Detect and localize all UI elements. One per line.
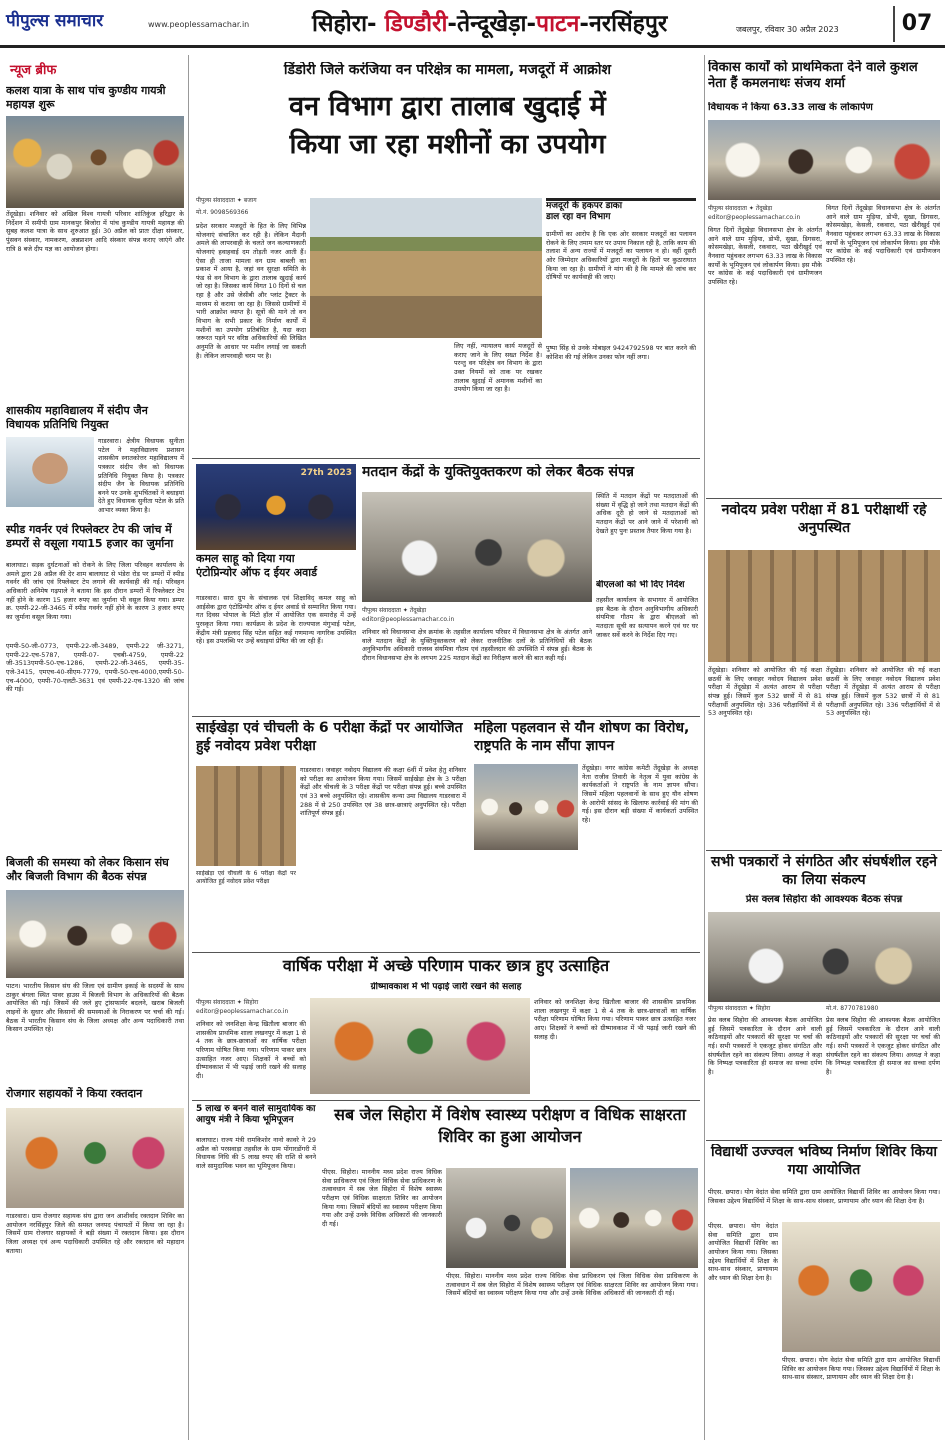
article-body: पीएस. सिहोरा। माननीय मध्य प्रदेश राज्य विधिक सेवा प्राधिकरण एवं जिला विधिक सेवा प्राधिकरण के तत्वावधान में सब जेल सिहोरा में विशेष स्वास्थ्य परीक्षण एवं विधिक साक्षरता शिविर का आयोजन किया गया। जिसमें बंदियों का स्वास्थ्य परीक्षण किया गया और उन्हें उनके विधिक अधिकारों की जानकारी दी गई।	[446, 1272, 698, 1298]
photo-portrait	[6, 437, 94, 507]
article-body: पुष्पा सिंह से उनके मोबाइल 9424792598 पर बात करने की कोशिश की गई लेकिन उनका फोन नहीं लगा।	[546, 344, 696, 361]
subheading: मजदूरों के हकपर डाका	[546, 201, 623, 211]
article-body: पाटन। भारतीय किसान संघ की जिला एवं ग्रामीण इकाई के सदस्यों के साथ ठाकुर बंगला स्थित पावर हाउस में बिजली विभाग के अधिकारियों की बैठक आयोजित की गई। जिसमें की जले हुए ट्रांसफार्मर बदलने, खराब बिजली लाइनों के सुधार और किसानों की समस्याओं के निराकरण पर चर्चा की गई। बैठक में भारतीय किसान संघ के जिला अध्यक्ष और अन्य पदाधिकारी तथा किसान उपस्थित रहे।	[6, 982, 184, 1034]
divider	[192, 458, 700, 459]
article-body: साईखेड़ा एवं चीचली के 6 परीक्षा केंद्रों पर आयोजित हुई नवोदय प्रवेश परीक्षा	[196, 870, 296, 886]
lead-kicker-box	[195, 62, 700, 84]
mobile-number: मो.नं. 9098569366	[196, 209, 249, 216]
article-body: प्रेस क्लब सिहोरा की आवश्यक बैठक आयोजित हुई जिसमें पत्रकारिता के दौरान आने वाली कठिनाइयों और पत्रकारों की सुरक्षा पर चर्चा की गई। सभी पत्रकारों ने एकजुट होकर संगठित और संघर्षशील रहने का संकल्प लिया। अध्यक्ष ने कहा कि निष्पक्ष पत्रकारिता ही समाज का सच्चा दर्पण है।	[826, 1016, 940, 1076]
article-body: तेंदूखेड़ा। नगर कांग्रेस कमेटी तेंदूखेड़ा के अध्यक्ष नेता राजीव तिवारी के नेतृत्व में युवा कांग्रेस के कार्यकर्ताओं ने राष्ट्रपति के नाम ज्ञापन सौंपा। जिसमें महिला पहलवानों के साथ हुए यौन शोषण के आरोपी सांसद के खिलाफ कार्रवाई की मांग की गई। इस दौरान बड़ी संख्या में कार्यकर्ता उपस्थित रहे।	[582, 764, 698, 824]
press-sub	[708, 894, 940, 908]
title-part: -नरसिंहपुर	[579, 11, 668, 37]
article-body: बालाघाट। राज्य मंत्री रामकिशोर नानो कावरे ने 29 अप्रैल को परसवाड़ा तहसील के ग्राम पोंगारडोंगरी में विधायक निधि की 5 लाख रुपए की राशि से बनने वाले सामुदायिक भवन का भूमिपूजन किया।	[196, 1136, 316, 1170]
mahila-headline	[6, 84, 184, 114]
matdan-headline	[362, 464, 698, 486]
byline: पीपुल्स संवाददाता ✦ सिहोरा	[196, 999, 259, 1006]
headline: एंटोप्रिन्योर ऑफ द ईयर अवार्ड	[196, 565, 317, 579]
byline: पीपुल्स संवाददाता ✦ तेंदूखेड़ा	[708, 205, 773, 212]
subheading: बीएलओ को भी दिए निर्देश	[596, 580, 685, 590]
page-number: 07	[893, 6, 939, 42]
vidyarthi-headline	[708, 1144, 940, 1184]
photo-exam-hall	[708, 550, 940, 662]
column-divider	[704, 55, 705, 1440]
headline: वार्षिक परीक्षा में अच्छे परिणाम पाकर छात्र हुए उत्साहित	[282, 956, 610, 975]
logo: पीपुल्स समाचार	[6, 11, 104, 31]
article-body: गाडरवारा। क्षेत्रीय विधायक सुनीता पटेल ने महाविद्यालय प्रशासन शासकीय स्नातकोत्तर महाविद्यालय में पत्रकार संदीप जैन को विधायक प्रतिनिधि नियुक्त किया है। पत्रकार संदीप जैन के विधायक प्रतिनिधि बनने पर उनके शुभचिंतकों ने बधाइयां देते हुए विधायक सुनीता पटेल के प्रति आभार व्यक्त किया है।	[98, 437, 184, 515]
mobile-number: मो.नं. 8770781980	[826, 1005, 879, 1012]
photo-award	[196, 464, 356, 550]
page-title	[312, 6, 667, 38]
photo-banner: 27th 2023	[300, 468, 352, 478]
speed-headline	[6, 523, 184, 559]
vikas-headline	[708, 60, 940, 100]
headline: स्पीड गवर्नर एवं रिफ्लेक्टर टेप की जांच में डम्परों से वसूला गया15 हजार का जुर्माना	[6, 523, 174, 550]
photo-meeting	[6, 890, 184, 978]
article-body: तेंदूखेड़ा। शनिवार को आयोजित की गई कक्षा छठवीं के लिए जवाहर नवोदय विद्यालय प्रवेश परीक्षा में तेंदूखेड़ा में अत्यंत आराम से परीक्षा संपन्न हुई। जिसमें कुल 532 छात्रों में से 81 परीक्षार्थी अनुपस्थित रहे। 336 परीक्षार्थियों में से 53 अनुपस्थित रहे।	[826, 666, 940, 718]
article-body: विगत दिनों तेंदूखेड़ा विधानसभा क्षेत्र के अंतर्गत आने वाले ग्राम मुड़िया, डोभी, सुखा, डिगसरा, कोसमखेड़ा, केसली, रकवारा, पठा खैरीखुर्द एवं नैनवारा पहुंचकर लगभग 63.33 लाख के विकास कार्यों के भूमिपूजन एवं लोकार्पण किया। इस मौके पर कांग्रेस के कई पदाधिकारी एवं ग्रामीणजन उपस्थित रहे।	[708, 226, 822, 286]
subheading: प्रेस क्लब सिहोरा की आवश्यक बैठक संपन्न	[745, 894, 903, 905]
divider	[192, 952, 700, 953]
photo-press-club	[708, 912, 940, 1002]
bijli-headline	[6, 856, 184, 888]
title-part: -तेन्दूखेड़ा-	[447, 11, 537, 37]
headline: कलश यात्रा के साथ पांच कुण्डीय गायत्री महायज्ञ शुरू	[6, 84, 166, 111]
byline: पीपुल्स संवाददाता ✦ बजाग	[196, 197, 257, 204]
jain-headline	[6, 404, 184, 436]
byline: पीपुल्स संवाददाता ✦ तेंदूखेड़ा	[362, 607, 427, 614]
byline: पीपुल्स संवाददाता ✦ सिहोरा	[708, 1005, 771, 1012]
matdan-sub	[596, 580, 698, 594]
photo-students	[310, 998, 530, 1094]
kamal-headline	[196, 552, 356, 592]
headline: सभी पत्रकारों ने संगठित और संघर्षशील रहने का लिया संकल्प	[711, 854, 937, 888]
photo-protest	[474, 764, 578, 850]
email[interactable]: editor@peoplessamachar.co.in	[196, 1008, 289, 1015]
subheading: ग्रीष्मावकाश में भी पढ़ाई जारी रखने की सलाह	[370, 982, 522, 992]
masthead	[0, 0, 945, 48]
photo-meeting-hall	[362, 492, 592, 602]
photo-jail-camp	[446, 1168, 566, 1268]
article-body: स्थिति में मतदान केंद्रों पर मतदाताओं की संख्या में वृद्धि हो जाने तथा मतदान केंद्रों की अधिक दूरी हो जाने से मतदाताओं को मतदान केंद्रों पर आने जाने में परेशानी को देखते हुए पुनः प्रस्ताव तैयार किया गया है।	[596, 492, 698, 535]
varshik-headline	[196, 956, 696, 980]
article-body: ग्रामीणों का आरोप है कि एक ओर सरकार मजदूरों का पलायन रोकने के लिए तमाम स्तर पर उपाय निकाल रही है, ताकि काम की तलाश में अन्य राज्यों में मजदूरों का पलायन न हो। वहीं दूसरी ओर जिम्मेदार अधिकारियों द्वारा मजदूरों के हितों पर कुठाराघात किया जा रहा है। ग्रामीणों ने मांग की है कि मामले की जांच कर दोषियों पर कार्यवाही की जाए।	[546, 230, 696, 282]
side-box-headline	[546, 198, 696, 226]
kicker: डिंडोरी जिले करंजिया वन परिक्षेत्र का मामला, मजदूरों में आक्रोश	[283, 62, 612, 78]
article-body: तेंदूखेड़ा। शनिवार को आयोजित की गई कक्षा छठवीं के लिए जवाहर नवोदय विद्यालय प्रवेश परीक्षा में तेंदूखेड़ा में अत्यंत आराम से परीक्षा संपन्न हुई। जिसमें कुल 532 छात्रों में से 81 परीक्षार्थी अनुपस्थित रहे। 336 परीक्षार्थियों में से 53 अनुपस्थित रहे।	[708, 666, 822, 718]
photo-jail-camp-2	[570, 1168, 698, 1268]
email[interactable]: editor@peoplessamachar.co.in	[708, 214, 801, 221]
pahalwan-headline	[474, 720, 698, 760]
navodaya1-headline	[196, 720, 466, 764]
article-body: गाडरवारा। ग्राम रोजगार सहायक संघ द्वारा जन आशीर्वाद रक्तदान शिविर का आयोजन नरसिंहपुर जिले की समस्त जनपद पंचायतों में किया जा रहा है। जिसमें ग्राम रोजगार सहायकों ने बड़ी संख्या में रक्तदान किया। इस दौरान जिला अध्यक्ष एवं अन्य पदाधिकारी उपस्थित रहे और रक्तदान को महादान बताया।	[6, 1212, 184, 1255]
photo-yagya	[6, 116, 184, 208]
title-part: डिण्डौरी	[384, 11, 448, 37]
subheading: विधायक ने किया 63.33 लाख के लोकार्पण	[708, 102, 873, 113]
divider	[706, 850, 942, 851]
title-part: पाटन	[536, 11, 580, 37]
article-body: शनिवार को जनशिक्षा केन्द्र खितौला बाजार की शासकीय प्राथमिक शाला लखनपुर में कक्षा 1 से 4 तक के छात्र-छात्राओं का वार्षिक परीक्षा परिणाम घोषित किया गया। परिणाम पाकर छात्र उत्साहित नजर आए। शिक्षकों ने बच्चों को ग्रीष्मावकाश में भी पढ़ाई जारी रखने की सलाह दी।	[196, 1020, 306, 1080]
headline: सब जेल सिहोरा में विशेष स्वास्थ्य परीक्षण व विधिक साक्षरता शिविर का हुआ आयोजन	[334, 1105, 686, 1147]
article-body: बालाघाट। सड़क दुर्घटनाओं को रोकने के लिए जिला परिवहन कार्यालय के अमले द्वारा 28 अप्रैल की देर शाम बालाघाट से भंडेरा रोड पर डम्परों में स्पीड गवर्नर की जांच एवं रिफ्लेक्टर टेप लगाने की कार्यवाही की गई। परिवहन अधिकारी अनिमेष गढ़पाले ने बताया कि इस दौरान डम्परों में रिफ्लेक्टर टेप नहीं होने के कारण 15 हजार रुपए का जुर्माना भी वसूल किया गया। डम्पर क्र. एमपी-22-जी-3465 में स्पीड गवर्नर नहीं होने के कारण 3 हजार रुपए का जुर्माना वसूल किया गया।	[6, 561, 184, 621]
samuhik-headline	[196, 1104, 316, 1134]
photo-exam	[196, 766, 296, 866]
headline: रोजगार सहायकों ने किया रक्तदान	[6, 1087, 143, 1100]
article-body: तेंदूखेड़ा। शनिवार को अखिल विश्व गायत्री परिवार शांतिकुंज हरिद्वार के निर्देशन में समीपी ग्राम मानकपुर बिजोरा में पांच कुण्डीय गायत्री महायज्ञ की सुबह कलश यात्रा के साथ शुरुआत हुई। 30 अप्रैल को प्रातः दीक्षा संस्कार, पुंसवन संस्कार, नामकरण, अन्नप्राशन आदि संस्कार संपन्न कराए जाएंगे और रात्रि 8 बजे दीप यज्ञ का आयोजन होगा।	[6, 210, 184, 253]
article-body: प्रदेश सरकार मजदूरों के हित के लिए विभिन्न योजनाएं संचालित कर रही है। लेकिन मैदानी अमले की लापरवाही के चलते जन कल्याणकारी योजनाएं हवाहवाई दम तोड़ती नजर आती हैं। ऐसा ही ताजा मामला वन ग्राम बाबली का प्रकाश में आया है, जहां वन सुरक्षा समिति के फंड से वन विभाग के द्वारा तालाब खुदाई कार्य जो रहा है। जिसका कार्य विगत 10 दिनों से चल रहा है और उसे जेसीबी और प्लांट ट्रैक्टर के माध्यम से कराया जा रहा है। जिससे ग्रामीणों में भारी आक्रोश व्याप्त है। सूत्रों की माने तो वन विभाग के सभी प्रकार के निर्माण कार्यों में मशीनों का उपयोग प्रतिबंधित है, यदा कदा जरूरत पड़ने पर वरिष्ठ अधिकारियों की लिखित अनुमति के आधार पर मशीन लगाई जा सकती है। लेकिन लापरवाही चरम पर है।	[196, 222, 306, 360]
divider	[192, 716, 700, 717]
subheading: डाल रहा वन विभाग	[546, 212, 611, 223]
headline: 5 लाख रु बनने वाले सामुदायिक का आयुष मंत्री ने किया भूमिपूजन	[196, 1104, 316, 1126]
photo-yoga-camp	[782, 1222, 940, 1352]
navodaya2-headline	[708, 502, 940, 546]
press-headline	[708, 854, 940, 894]
headline: मतदान केंद्रों के युक्तियुक्तकरण को लेकर बैठक संपन्न	[362, 464, 634, 480]
photo-blood-donation	[6, 1108, 184, 1208]
vikas-sub	[708, 102, 940, 116]
headline: कमल साहू को दिया गया	[196, 552, 295, 565]
article-body: पीएस. सिहोरा। माननीय मध्य प्रदेश राज्य विधिक सेवा प्राधिकरण एवं जिला विधिक सेवा प्राधिकरण के तत्वावधान में सब जेल सिहोरा में विशेष स्वास्थ्य परीक्षण एवं विधिक साक्षरता शिविर का आयोजन किया गया। जिसमें बंदियों का स्वास्थ्य परीक्षण किया गया और उन्हें उनके विधिक अधिकारों की जानकारी दी गई।	[322, 1168, 442, 1228]
article-body: प्रेस क्लब सिहोरा की आवश्यक बैठक आयोजित हुई जिसमें पत्रकारिता के दौरान आने वाली कठिनाइयों और पत्रकारों की सुरक्षा पर चर्चा की गई। सभी पत्रकारों ने एकजुट होकर संगठित और संघर्षशील रहने का संकल्प लिया। अध्यक्ष ने कहा कि निष्पक्ष पत्रकारिता ही समाज का सच्चा दर्पण है।	[708, 1016, 822, 1076]
headline: किया जा रहा मशीनों का उपयोग	[289, 128, 606, 160]
headline: विद्यार्थी उज्ज्वल भविष्य निर्माण शिविर किया गया आयोजित	[710, 1144, 938, 1178]
article-body: गाडरवारा। जवाहर नवोदय विद्यालय की कक्षा 6वीं में प्रवेश हेतु शनिवार को परीक्षा का आयोजन किया गया। जिसमें साईखेड़ा क्षेत्र के 3 परीक्षा केंद्रों और चीचली के 3 परीक्षा केंद्रों पर परीक्षा संपन्न हुई। बच्चे उपस्थित एवं 33 बच्चे अनुपस्थित रहे। शासकीय कन्या उमा विद्यालय गाडरवारा में 288 में से 250 उपस्थित एवं 38 छात्र-छात्राएं अनुपस्थित रहे। परीक्षा शांतिपूर्ण संपन्न हुई।	[300, 766, 466, 818]
article-body: पीएस. छपारा। योग वेदांत सेवा समिति द्वारा ग्राम आयोजित विद्यार्थी शिविर का आयोजन किया गया। जिसका उद्देश्य विद्यार्थियों में शिक्षा के साथ-साथ संस्कार, प्राणायाम और ध्यान की शिक्षा देना है।	[782, 1356, 940, 1382]
article-body: पीएस. छपारा। योग वेदांत सेवा समिति द्वारा ग्राम आयोजित विद्यार्थी शिविर का आयोजन किया गया। जिसका उद्देश्य विद्यार्थियों में शिक्षा के साथ-साथ संस्कार, प्राणायाम और ध्यान की शिक्षा देना है।	[708, 1222, 778, 1282]
article-body: शनिवार को जनशिक्षा केन्द्र खितौला बाजार की शासकीय प्राथमिक शाला लखनपुर में कक्षा 1 से 4 तक के छात्र-छात्राओं का वार्षिक परीक्षा परिणाम घोषित किया गया। परिणाम पाकर छात्र उत्साहित नजर आए। शिक्षकों ने बच्चों को ग्रीष्मावकाश में भी पढ़ाई जारी रखने की सलाह दी।	[534, 998, 696, 1041]
headline: महिला पहलवान से यौन शोषण का विरोध, राष्ट्रपति के नाम सौंपा ज्ञापन	[474, 720, 690, 754]
photo-inauguration	[708, 120, 940, 200]
headline: बिजली की समस्या को लेकर किसान संघ और बिजली विभाग की बैठक संपन्न	[6, 856, 169, 883]
varshik-sub	[196, 982, 696, 996]
column-divider	[188, 55, 189, 1440]
headline: नवोदय प्रवेश परीक्षा में 81 परीक्षार्थी रहे अनुपस्थित	[721, 502, 927, 536]
headline: शासकीय महाविद्यालय में संदीप जैन विधायक प्रतिनिधि नियुक्त	[6, 404, 148, 431]
article-body: विगत दिनों तेंदूखेड़ा विधानसभा क्षेत्र के अंतर्गत आने वाले ग्राम मुड़िया, डोभी, सुखा, डिगसरा, कोसमखेड़ा, केसली, रकवारा, पठा खैरीखुर्द एवं नैनवारा पहुंचकर लगभग 63.33 लाख के विकास कार्यों के भूमिपूजन एवं लोकार्पण किया। इस मौके पर कांग्रेस के कई पदाधिकारी एवं ग्रामीणजन उपस्थित रहे।	[826, 204, 940, 264]
news-brief-label: न्यूज ब्रीफ	[10, 63, 57, 78]
divider	[706, 498, 942, 499]
issue-date: जबलपुर, रविवार 30 अप्रैल 2023	[736, 25, 839, 34]
headline: विकास कार्यों को प्राथमिकता देने वाले कुशल नेता हैं कमलनाथः संजय शर्मा	[708, 60, 918, 92]
article-body: गाडरवारा। सारा ग्रुप के संचालक एवं शिक्षाविद् कमल साहू को आईसेक द्वारा एंटोप्रिन्योर ऑफ द ईयर अवार्ड से सम्मानित किया गया। गत दिवस भोपाल के मिंटो हॉल में आयोजित एक समारोह में उन्हें पुरस्कृत किया गया। कार्यक्रम के प्रदेश के राज्यपाल मंगुभाई पटेल, केंद्रीय मंत्री प्रहलाद सिंह पटेल सहित कई गणमान्य नागरिक उपस्थित रहे। इस उपलब्धि पर उन्हें बधाइयां प्रेषित की जा रही हैं।	[196, 594, 356, 646]
photo-pond-digging	[310, 198, 542, 338]
article-body: एमपी-50-जी-0773, एमपी-22-जी-3489, एमपी-22 जी-3271, एमपी-22-एच-5787, एमपी-07- एचबी-4759, एमपी-22 जी-3513एमपी-50-एच-1286, एमपी-22-जी-3465, एमपी-35-एजे-3415, एमएच-40-सीएम-7779, एमपी-50-एच-4000,एमपी-50-एच-4000, एमपी-70-एलटी-3631 एवं एमपी-22-एच-1320 की जांच की गई।	[6, 642, 184, 694]
lead-headline-box	[195, 88, 700, 192]
article-body: पीएस. छपारा। योग वेदांत सेवा समिति द्वारा ग्राम आयोजित विद्यार्थी शिविर का आयोजन किया गया। जिसका उद्देश्य विद्यार्थियों में शिक्षा के साथ-साथ संस्कार, प्राणायाम और ध्यान की शिक्षा देना है।	[708, 1188, 940, 1205]
article-body: तहसील कार्यालय के सभागार में आयोजित इस बैठक के दौरान अनुविभागीय अधिकारी संयमित्रा गौतम के द्वारा बीएलओ को मतदाता सूची का सत्यापन करने एवं घर घर जाकर सर्वे करने के निर्देश दिए गए।	[596, 596, 698, 639]
title-part: सिहोरा-	[312, 11, 385, 37]
jail-headline	[322, 1104, 698, 1162]
divider	[706, 1140, 942, 1141]
headline: वन विभाग द्वारा तालाब खुदाई में	[289, 91, 606, 122]
rozgar-headline	[6, 1087, 184, 1105]
divider	[192, 1100, 700, 1101]
email[interactable]: editor@peoplessamachar.co.in	[362, 616, 455, 623]
article-body: शनिवार को विधानसभा क्षेत्र क्रमांक के तहसील कार्यालय परिसर में विधानसभा क्षेत्र के अंतर्गत आने वाले मतदान केंद्रों के युक्तियुक्तकरण को लेकर राजनीतिक दलों के प्रतिनिधियों की बैठक अनुविभागीय अधिकारी राजस्व संयमित्रा गौतम एवं तहसीलदार की उपस्थिति में संपन्न हुई। बैठक के दौरान विधानसभा क्षेत्र के लगभग 225 मतदान केंद्रों का निरीक्षण करने की बात कही गई।	[362, 628, 592, 662]
article-body: लिए नहीं, न्यायालय कार्य मजदूरों से कराए जाने के लिए सख्त निर्देश है। परन्तु वन परिक्षेत्र वन विभाग के द्वारा उक्त नियमों को ताक पर रखकर तालाब खुदाई में अमानक मशीनों का उपयोग किया जा रहा है।	[454, 342, 542, 394]
site-url[interactable]: www.peoplessamachar.in	[148, 20, 250, 29]
headline: साईखेड़ा एवं चीचली के 6 परीक्षा केंद्रों पर आयोजित हुई नवोदय प्रवेश परीक्षा	[196, 720, 463, 754]
